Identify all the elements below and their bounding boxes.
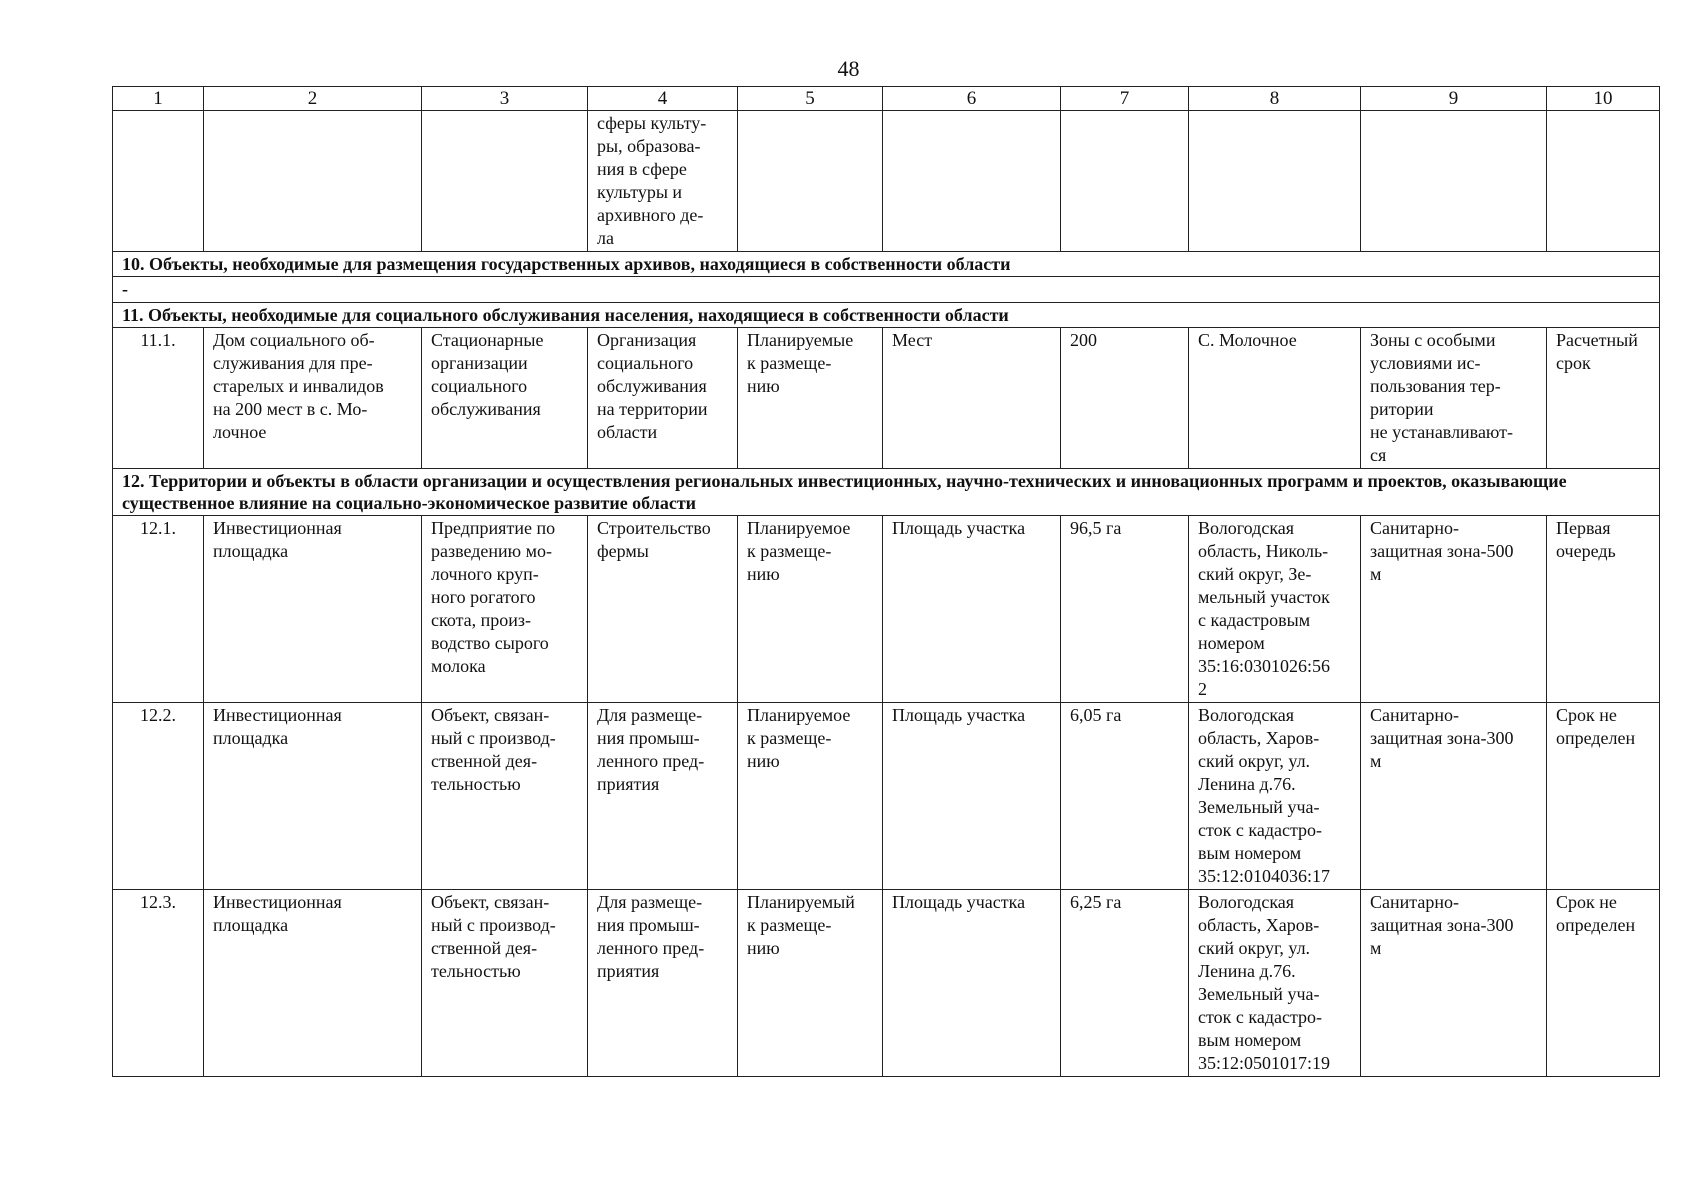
cell-line: защитная зона-300 bbox=[1370, 728, 1514, 748]
row-number: 12.1. bbox=[113, 516, 204, 703]
section-11-title: 11. Объекты, необходимые для социального обслуживания населения, находящиеся в собственности области bbox=[113, 303, 1660, 328]
cell-line: к размеще- bbox=[747, 541, 832, 561]
value-cell: 200 bbox=[1061, 328, 1189, 469]
object-type-cell bbox=[422, 703, 588, 890]
cell-line: пользования тер- bbox=[1370, 376, 1501, 396]
cell-line: Вологодская bbox=[1198, 705, 1295, 725]
characteristic-cell: Мест bbox=[883, 328, 1061, 469]
cell-line: Санитарно- bbox=[1370, 705, 1459, 725]
page-number: 48 bbox=[837, 56, 860, 81]
column-number: 3 bbox=[422, 87, 588, 111]
value-cell: 96,5 га bbox=[1061, 516, 1189, 703]
column-number: 5 bbox=[738, 87, 883, 111]
cell-line: Строительство bbox=[597, 518, 711, 538]
cell-line: площадка bbox=[213, 915, 289, 935]
cell-line: Ленина д.76. bbox=[1198, 774, 1296, 794]
cell-line: мельный участок bbox=[1198, 587, 1330, 607]
cell-line: не устанавливают- bbox=[1370, 422, 1514, 442]
zones-cell bbox=[1361, 703, 1547, 890]
cell-line: ния промыш- bbox=[597, 915, 700, 935]
location-cell bbox=[1189, 516, 1361, 703]
value-cell: 6,05 га bbox=[1061, 703, 1189, 890]
term-cell bbox=[1547, 516, 1660, 703]
continued-row bbox=[113, 111, 1660, 252]
cell-line: ся bbox=[1370, 445, 1387, 465]
cell-line: м bbox=[1370, 938, 1382, 958]
continued-purpose-cell bbox=[588, 111, 738, 252]
cell-line: к размеще- bbox=[747, 915, 832, 935]
cell-line: Для размеще- bbox=[597, 892, 703, 912]
section-10-title: 10. Объекты, необходимые для размещения государственных архивов, находящиеся в собственности области bbox=[113, 252, 1660, 277]
cell-line: ственной дея- bbox=[431, 938, 538, 958]
cell-line: Объект, связан- bbox=[431, 892, 550, 912]
cell-line: номером bbox=[1198, 633, 1265, 653]
cell-line: Срок не bbox=[1556, 892, 1617, 912]
cell-line: Планируемый bbox=[747, 892, 855, 912]
cell-line: Планируемое bbox=[747, 518, 851, 538]
column-number: 10 bbox=[1547, 87, 1660, 111]
cell-line: площадка bbox=[213, 728, 289, 748]
cell-line: Планируемые bbox=[747, 330, 854, 350]
cell-line: тельностью bbox=[431, 774, 521, 794]
cell-line: условиями ис- bbox=[1370, 353, 1481, 373]
section-heading-row bbox=[113, 303, 1660, 328]
section-10-dash: - bbox=[113, 277, 1660, 303]
row-number: 11.1. bbox=[113, 328, 204, 469]
column-number: 1 bbox=[113, 87, 204, 111]
cell-line: Для размеще- bbox=[597, 705, 703, 725]
cell-line: срок bbox=[1556, 353, 1591, 373]
table-row bbox=[113, 703, 1660, 890]
characteristic-cell: Площадь участка bbox=[883, 516, 1061, 703]
term-cell bbox=[1547, 703, 1660, 890]
section-heading-row bbox=[113, 252, 1660, 277]
cell-line: определен bbox=[1556, 728, 1636, 748]
cell-line: Инвестиционная bbox=[213, 892, 342, 912]
cell-line: архивного де- bbox=[597, 205, 704, 225]
location-cell bbox=[1189, 703, 1361, 890]
cell-line: области bbox=[597, 422, 658, 442]
cell-line: приятия bbox=[597, 961, 660, 981]
cell-line: область, Харов- bbox=[1198, 728, 1320, 748]
characteristic-cell: Площадь участка bbox=[883, 890, 1061, 1077]
cell-line: 35:12:0501017:19 bbox=[1198, 1053, 1331, 1073]
cell-line: ный с производ- bbox=[431, 728, 556, 748]
value-cell: 6,25 га bbox=[1061, 890, 1189, 1077]
cell-line: Предприятие по bbox=[431, 518, 556, 538]
cell-line: определен bbox=[1556, 915, 1636, 935]
cell-line: м bbox=[1370, 751, 1382, 771]
cell-line: Планируемое bbox=[747, 705, 851, 725]
cell-line: лочное bbox=[213, 422, 267, 442]
cell-line: площадка bbox=[213, 541, 289, 561]
cell-line: скота, произ- bbox=[431, 610, 532, 630]
cell-line: молока bbox=[431, 656, 486, 676]
object-status-cell bbox=[738, 328, 883, 469]
cell-line: на территории bbox=[597, 399, 708, 419]
cell-line: Инвестиционная bbox=[213, 518, 342, 538]
cell-line: нию bbox=[747, 938, 780, 958]
column-number: 7 bbox=[1061, 87, 1189, 111]
cell-line: нию bbox=[747, 751, 780, 771]
zones-cell bbox=[1361, 890, 1547, 1077]
cell-line: социального bbox=[431, 376, 528, 396]
cell-line: тельностью bbox=[431, 961, 521, 981]
object-purpose-cell bbox=[588, 703, 738, 890]
cell-line: приятия bbox=[597, 774, 660, 794]
cell-line: Первая bbox=[1556, 518, 1611, 538]
cell-line: ния промыш- bbox=[597, 728, 700, 748]
cell-line: Зоны с особыми bbox=[1370, 330, 1496, 350]
object-type-cell bbox=[422, 516, 588, 703]
cell-line: старелых и инвалидов bbox=[213, 376, 384, 396]
term-cell bbox=[1547, 328, 1660, 469]
object-status-cell bbox=[738, 516, 883, 703]
cell-line: Расчетный bbox=[1556, 330, 1638, 350]
object-name-cell bbox=[204, 516, 422, 703]
cell-line: ритории bbox=[1370, 399, 1434, 419]
cell-line: Объект, связан- bbox=[431, 705, 550, 725]
cell-line: нию bbox=[747, 564, 780, 584]
zones-cell bbox=[1361, 328, 1547, 469]
cell-line: ного рогатого bbox=[431, 587, 536, 607]
cell-line: Вологодская bbox=[1198, 892, 1295, 912]
cell-line: Организация bbox=[597, 330, 697, 350]
object-type-cell bbox=[422, 328, 588, 469]
cell-line: очередь bbox=[1556, 541, 1616, 561]
object-status-cell bbox=[738, 703, 883, 890]
cell-line: 2 bbox=[1198, 679, 1207, 699]
cell-line: культуры и bbox=[597, 182, 683, 202]
cell-line: обслуживания bbox=[431, 399, 541, 419]
cell-line: Санитарно- bbox=[1370, 518, 1459, 538]
cell-line: ленного пред- bbox=[597, 751, 705, 771]
cell-line: ла bbox=[597, 228, 614, 248]
cell-line: сферы культу- bbox=[597, 113, 707, 133]
cell-line: ры, образова- bbox=[597, 136, 701, 156]
cell-line: вым номером bbox=[1198, 843, 1302, 863]
table-row bbox=[113, 516, 1660, 703]
object-purpose-cell bbox=[588, 328, 738, 469]
cell-line: обслуживания bbox=[597, 376, 707, 396]
cell-line: с кадастровым bbox=[1198, 610, 1311, 630]
cell-line: 35:16:0301026:56 bbox=[1198, 656, 1331, 676]
cell-line: 35:12:0104036:17 bbox=[1198, 866, 1331, 886]
cell-line: нию bbox=[747, 376, 780, 396]
column-number: 8 bbox=[1189, 87, 1361, 111]
cell-line: С. Молочное bbox=[1198, 330, 1297, 350]
cell-line: область, Николь- bbox=[1198, 541, 1329, 561]
cell-line: область, Харов- bbox=[1198, 915, 1320, 935]
cell-line: фермы bbox=[597, 541, 649, 561]
cell-line: сток с кадастро- bbox=[1198, 820, 1323, 840]
cell-line: служивания для пре- bbox=[213, 353, 373, 373]
row-number: 12.3. bbox=[113, 890, 204, 1077]
table-row bbox=[113, 328, 1660, 469]
cell-line: разведению мо- bbox=[431, 541, 552, 561]
column-number: 6 bbox=[883, 87, 1061, 111]
cell-line: ственной дея- bbox=[431, 751, 538, 771]
object-purpose-cell bbox=[588, 890, 738, 1077]
location-cell bbox=[1189, 328, 1361, 469]
object-purpose-cell bbox=[588, 516, 738, 703]
row-number: 12.2. bbox=[113, 703, 204, 890]
object-name-cell bbox=[204, 328, 422, 469]
cell-line: ский округ, ул. bbox=[1198, 751, 1311, 771]
cell-line: лочного круп- bbox=[431, 564, 539, 584]
cell-line: ленного пред- bbox=[597, 938, 705, 958]
cell-line: сток с кадастро- bbox=[1198, 1007, 1323, 1027]
cell-line: на 200 мест в с. Мо- bbox=[213, 399, 368, 419]
column-number: 4 bbox=[588, 87, 738, 111]
cell-line: ский округ, Зе- bbox=[1198, 564, 1312, 584]
term-cell bbox=[1547, 890, 1660, 1077]
cell-line: защитная зона-300 bbox=[1370, 915, 1514, 935]
object-name-cell bbox=[204, 890, 422, 1077]
cell-line: Земельный уча- bbox=[1198, 984, 1320, 1004]
cell-line: Вологодская bbox=[1198, 518, 1295, 538]
cell-line: ния в сфере bbox=[597, 159, 687, 179]
table-row bbox=[113, 890, 1660, 1077]
cell-line: водство сырого bbox=[431, 633, 549, 653]
section-heading-row bbox=[113, 469, 1660, 516]
object-status-cell bbox=[738, 890, 883, 1077]
column-number: 2 bbox=[204, 87, 422, 111]
cell-line: Инвестиционная bbox=[213, 705, 342, 725]
cell-line: ский округ, ул. bbox=[1198, 938, 1311, 958]
cell-line: социального bbox=[597, 353, 694, 373]
cell-line: к размеще- bbox=[747, 728, 832, 748]
object-name-cell bbox=[204, 703, 422, 890]
cell-line: м bbox=[1370, 564, 1382, 584]
cell-line: организации bbox=[431, 353, 528, 373]
cell-line: Дом социального об- bbox=[213, 330, 375, 350]
section-empty-row bbox=[113, 277, 1660, 303]
cell-line: Земельный уча- bbox=[1198, 797, 1320, 817]
cell-line: к размеще- bbox=[747, 353, 832, 373]
zones-cell bbox=[1361, 516, 1547, 703]
planning-table bbox=[112, 86, 1660, 1077]
cell-line: Срок не bbox=[1556, 705, 1617, 725]
cell-line: Ленина д.76. bbox=[1198, 961, 1296, 981]
cell-line: ный с производ- bbox=[431, 915, 556, 935]
cell-line: Стационарные bbox=[431, 330, 544, 350]
column-number: 9 bbox=[1361, 87, 1547, 111]
cell-line: защитная зона-500 bbox=[1370, 541, 1514, 561]
cell-line: Санитарно- bbox=[1370, 892, 1459, 912]
cell-line: вым номером bbox=[1198, 1030, 1302, 1050]
object-type-cell bbox=[422, 890, 588, 1077]
section-12-title: 12. Территории и объекты в области организации и осуществления региональных инвестиционных, научно-технических и инновационных программ и проектов, оказывающие существенное влияние на социально-экономическое развитие области bbox=[113, 469, 1660, 516]
location-cell bbox=[1189, 890, 1361, 1077]
column-number-row bbox=[113, 87, 1660, 111]
characteristic-cell: Площадь участка bbox=[883, 703, 1061, 890]
